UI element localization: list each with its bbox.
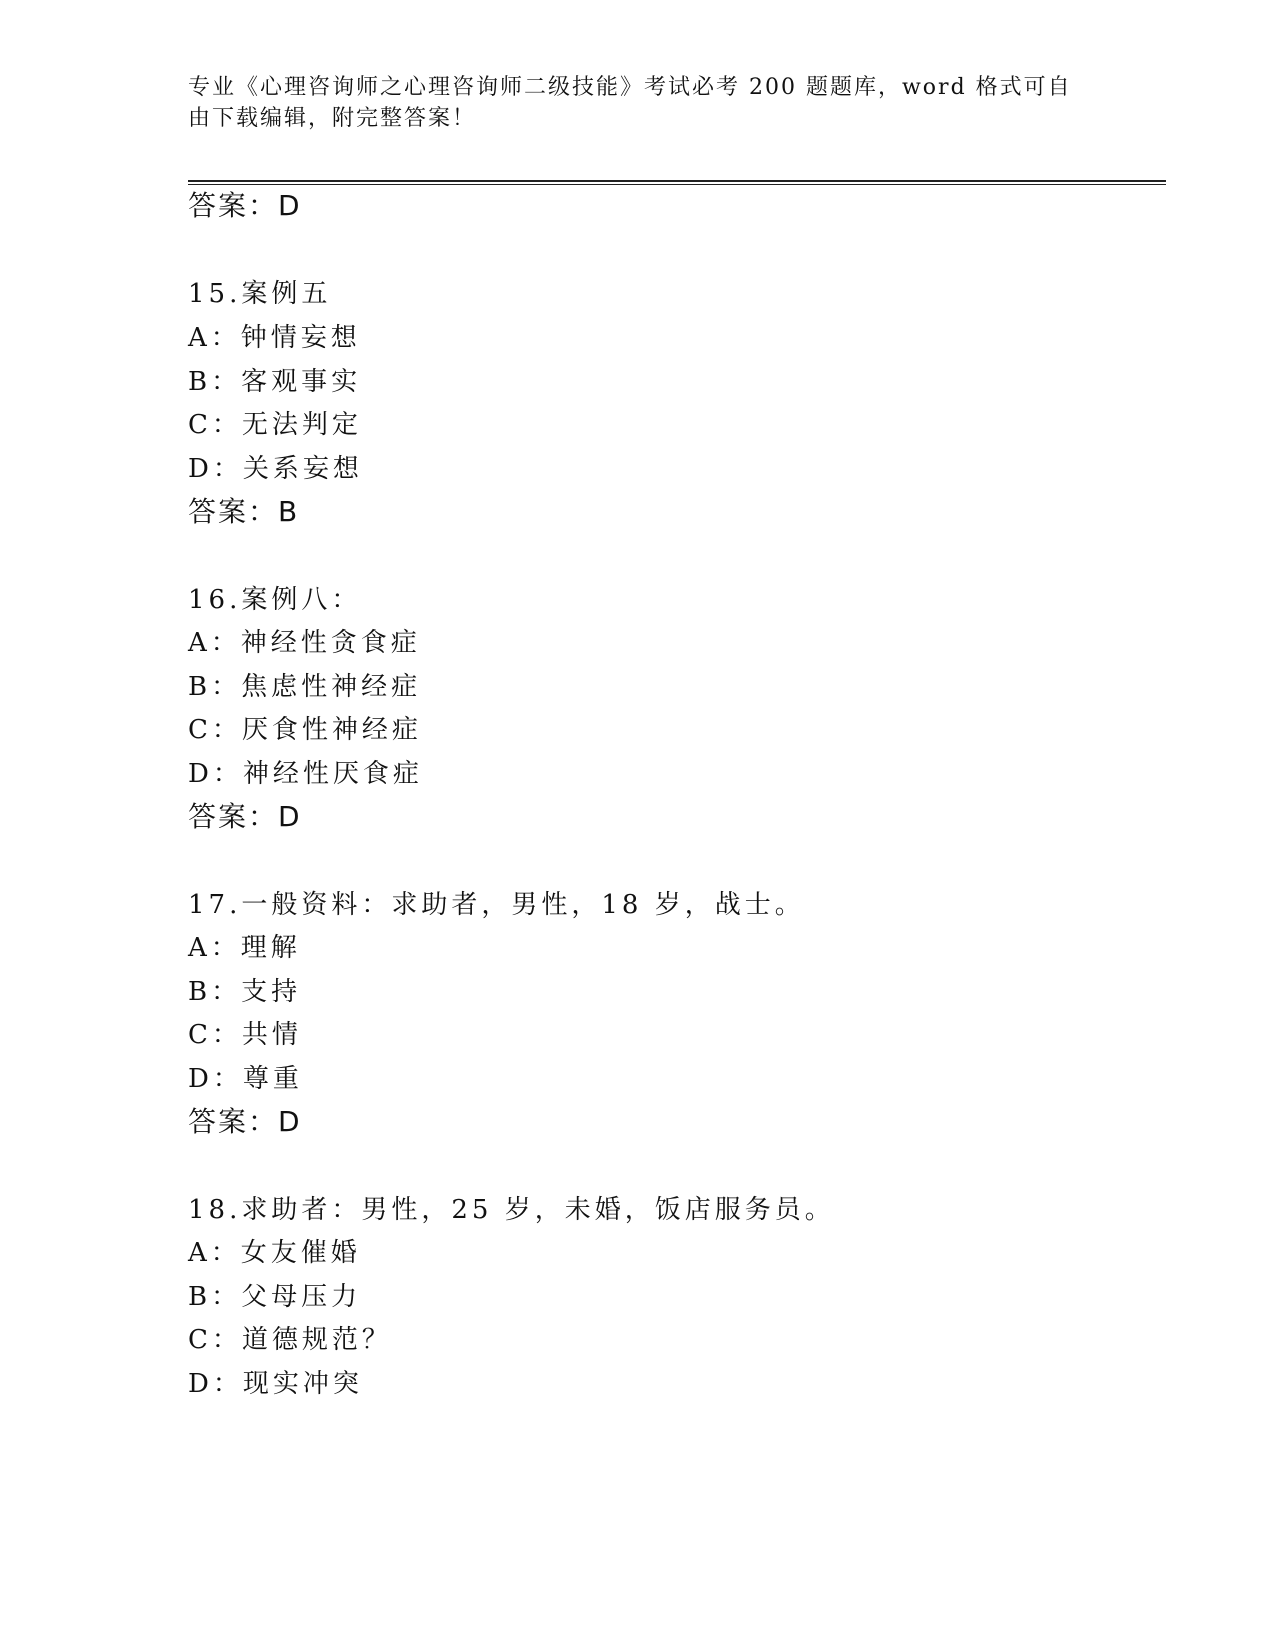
option-b: B：客观事实: [188, 367, 362, 397]
option-a: A：钟情妄想: [188, 323, 361, 353]
option-c: C：无法判定: [188, 410, 362, 440]
option-b: B：焦虑性神经症: [188, 672, 422, 702]
document-header: [188, 72, 1088, 134]
answer-line: 答案：B: [188, 495, 300, 528]
option-a: A：理解: [188, 933, 301, 963]
header-line-2: 由下载编辑，附完整答案！: [188, 106, 477, 131]
header-divider-thick: [188, 180, 1166, 182]
question-stem-16: 16.案例八：: [188, 585, 362, 615]
option-b: B：支持: [188, 977, 302, 1007]
answer-line: 答案：D: [188, 189, 302, 222]
option-d: D：关系妄想: [188, 454, 363, 484]
option-c: C：共情: [188, 1020, 302, 1050]
answer-line: 答案：D: [188, 1105, 302, 1138]
header-line-1: 专业《心理咨询师之心理咨询师二级技能》考试必考 200 题题库，word 格式可自: [188, 75, 1072, 100]
header-divider-thin: [188, 184, 1166, 185]
answer-line: 答案：D: [188, 800, 302, 833]
question-stem-15: 15.案例五: [188, 279, 332, 309]
option-c: C：道德规范？: [188, 1325, 392, 1355]
question-stem-18: 18.求助者：男性，25 岁，未婚，饭店服务员。: [188, 1195, 835, 1225]
option-d: D：现实冲突: [188, 1369, 363, 1399]
option-b: B：父母压力: [188, 1282, 362, 1312]
option-a: A：神经性贪食症: [188, 628, 421, 658]
option-d: D：神经性厌食症: [188, 759, 423, 789]
option-d: D：尊重: [188, 1064, 303, 1094]
question-stem-17: 17.一般资料：求助者，男性，18 岁，战士。: [188, 890, 805, 920]
option-c: C：厌食性神经症: [188, 715, 422, 745]
option-a: A：女友催婚: [188, 1238, 361, 1268]
